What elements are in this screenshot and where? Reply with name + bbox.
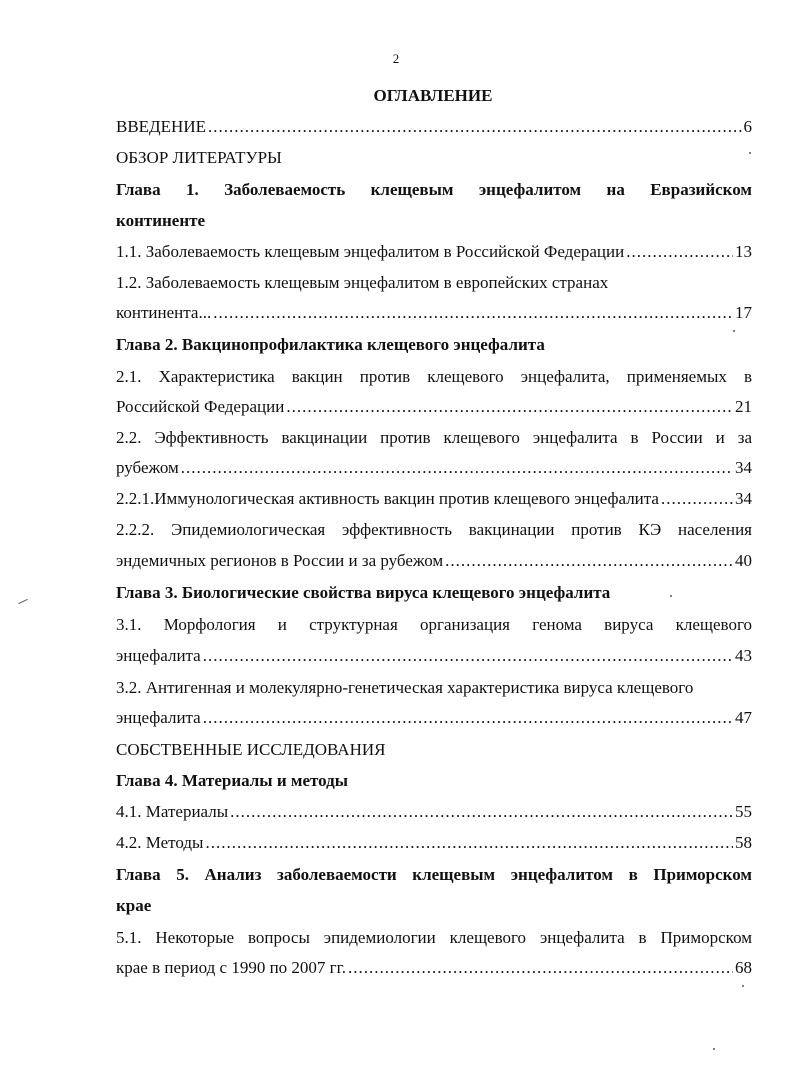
toc-entry-text: 3.2. Антигенная и молекулярно-генетическая характеристика вируса клещевого [116, 678, 694, 697]
toc-page-number: 58 [735, 833, 752, 852]
toc-entry [116, 801, 752, 823]
scan-speck [713, 1048, 715, 1050]
chapter-heading-cont: континенте [116, 211, 206, 230]
chapter-heading: Глава 1. Заболеваемость клещевым энцефалитом на Евразийском [116, 180, 752, 199]
toc-entry [116, 488, 752, 510]
chapter-heading: Глава 3. Биологические свойства вируса клещевого энцефалита [116, 583, 611, 602]
toc-entry-text: 5.1. Некоторые вопросы эпидемиологии клещевого энцефалита в Приморском [116, 928, 752, 947]
page-number: 2 [392, 51, 400, 66]
toc-entry [116, 396, 752, 418]
scan-speck [733, 330, 735, 332]
chapter-heading: Глава 5. Анализ заболеваемости клещевым энцефалитом в Приморском [116, 865, 752, 884]
leader-dots [203, 707, 733, 729]
leader-dots [445, 550, 733, 572]
section-heading-own: СОБСТВЕННЫЕ ИССЛЕДОВАНИЯ [116, 740, 386, 759]
toc-entry-text: 2.2. Эффективность вакцинации против клещевого энцефалита в России и за [116, 428, 752, 447]
toc-page-number: 34 [735, 458, 752, 477]
toc-entry-text: эндемичных регионов в России и за рубежом [116, 551, 444, 570]
toc-entry-text: 1.1. Заболеваемость клещевым энцефалитом в Российской Федерации [116, 242, 625, 261]
toc-page-number: 43 [735, 646, 752, 665]
leader-dots [348, 957, 733, 979]
toc-entry-text: Российской Федерации [116, 397, 285, 416]
toc-page-number: 55 [735, 802, 752, 821]
toc-page-number: 47 [735, 708, 752, 727]
toc-entry [116, 957, 752, 979]
scan-speck [670, 595, 672, 597]
leader-dots [626, 241, 733, 263]
toc-entry-text: континента... [116, 303, 212, 322]
toc-entry-text: энцефалита [116, 708, 201, 727]
section-heading-review: ОБЗОР ЛИТЕРАТУРЫ [116, 148, 282, 167]
toc-entry-text: 1.2. Заболеваемость клещевым энцефалитом в европейских странах [116, 273, 609, 292]
toc-page-number: 40 [735, 551, 752, 570]
chapter-heading-cont: крае [116, 896, 152, 915]
toc-entry [116, 550, 752, 572]
scan-speck [749, 152, 751, 154]
toc-entry [116, 645, 752, 667]
toc-entry-text: 2.2.2. Эпидемиологическая эффективность вакцинации против КЭ населения [116, 520, 752, 539]
toc-entry-text: 3.1. Морфология и структурная организация генома вируса клещевого [116, 615, 752, 634]
scan-mark [18, 599, 27, 604]
toc-entry [116, 241, 752, 263]
toc-page-number: 13 [735, 242, 752, 261]
toc-entry-text: 2.1. Характеристика вакцин против клещевого энцефалита, применяемых в [116, 367, 752, 386]
chapter-heading: Глава 2. Вакцинопрофилактика клещевого энцефалита [116, 335, 545, 354]
toc-page-number: 6 [743, 117, 752, 136]
leader-dots [661, 488, 733, 510]
leader-dots [181, 457, 733, 479]
leader-dots [286, 396, 733, 418]
chapter-heading: Глава 4. Материалы и методы [116, 771, 349, 790]
toc-page-number: 21 [735, 397, 752, 416]
leader-dots [203, 645, 733, 667]
leader-dots [230, 801, 733, 823]
toc-entry [116, 832, 752, 854]
toc-entry-text: 4.1. Материалы [116, 802, 229, 821]
toc-entry-text: рубежом [116, 458, 179, 477]
toc-entry [116, 707, 752, 729]
toc-entry-text: 4.2. Методы [116, 833, 204, 852]
leader-dots [208, 116, 742, 138]
toc-page-number: 34 [735, 489, 752, 508]
toc-entry [116, 457, 752, 479]
toc-entry-text: ВВЕДЕНИЕ [116, 117, 206, 136]
toc-entry-intro [116, 116, 752, 138]
toc-entry [116, 302, 752, 324]
toc-entry-text: энцефалита [116, 646, 201, 665]
leader-dots [213, 302, 733, 324]
leader-dots [205, 832, 733, 854]
toc-page-number: 68 [735, 958, 752, 977]
toc-page-number: 17 [735, 303, 752, 322]
page-title: ОГЛАВЛЕНИЕ [373, 86, 493, 105]
scan-speck [742, 985, 744, 987]
toc-entry-text: крае в период с 1990 по 2007 гг. [116, 958, 346, 977]
toc-entry-text: 2.2.1.Иммунологическая активность вакцин против клещевого энцефалита [116, 489, 659, 508]
